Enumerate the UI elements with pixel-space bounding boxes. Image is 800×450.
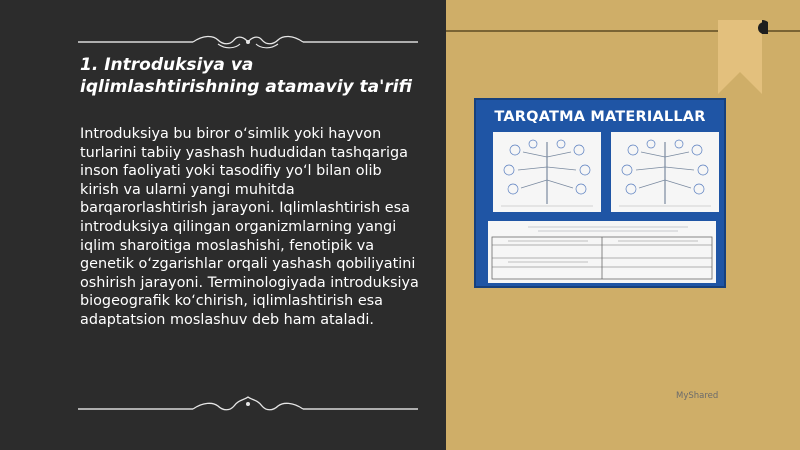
slide-title: 1. Introduksiya va iqlimlashtirishning atamaviy ta'rifi — [80, 55, 412, 97]
top-flourish-ornament — [78, 33, 418, 51]
handout-image — [474, 98, 726, 401]
handout-sheet-diagram-1 — [493, 132, 601, 212]
bookmark-ribbon-icon — [718, 20, 768, 94]
handout-sheet-diagram-2 — [611, 132, 719, 212]
bottom-flourish-ornament — [78, 394, 418, 412]
handout-title: TARQATMA MATERIALLAR — [494, 109, 706, 125]
slide-body-text: Introduksiya bu biror o‘simlik yoki hayvon turlarini tabiiy yashash hududidan tashqariga inson faoliyati yoki tasodifiy yo‘l bilan olib kirish va ularni yangi muhitda barqarorlashtirish jarayoni. Iqlimlashtirish esa introduksiya qilingan organizmlarning yangi iqlim sharoitiga moslashishi, fenotipik va genetik o‘zgarishlar orqali yashash qobiliyatini oshirish jarayoni. Terminologiyada introduksiya biogeografik ko‘chirish, iqlimlashtirish esa adaptatsion moslashuv deb ham ataladi. — [80, 126, 419, 328]
handout-sheet-table — [488, 221, 719, 401]
handout-watermark: MyShared — [676, 391, 719, 401]
